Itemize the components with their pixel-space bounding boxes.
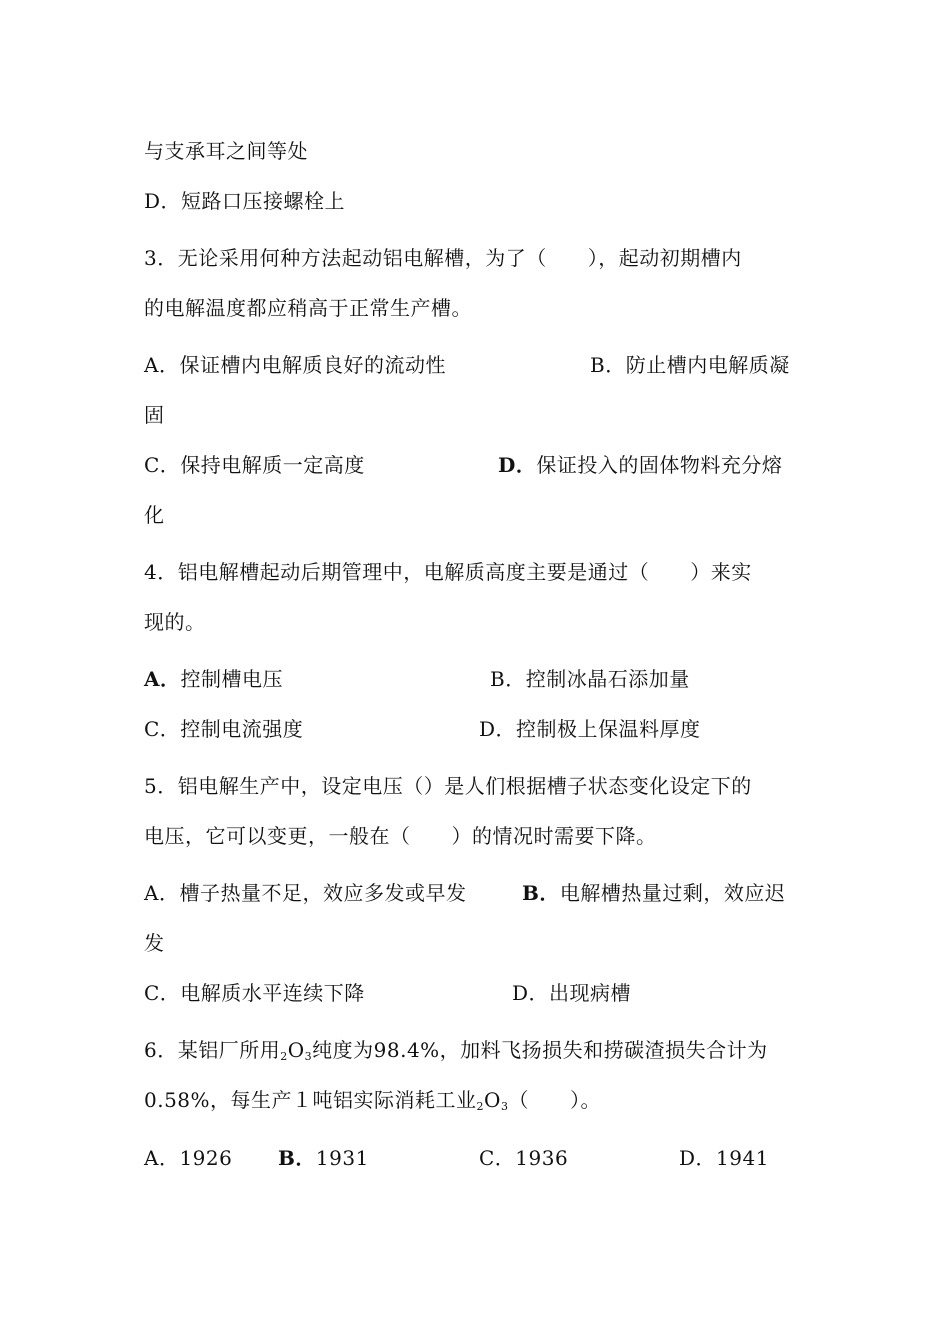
option-b-label: B． xyxy=(278,1146,316,1170)
question-3-cont: 的电解温度都应稍高于正常生产槽。 xyxy=(144,296,472,320)
option-c: C．控制电流强度 xyxy=(144,717,304,741)
option-d-cont: 化 xyxy=(144,503,165,527)
option-c: C．保持电解质一定高度 xyxy=(144,453,365,477)
option-d-text: 保证投入的固体物料充分熔 xyxy=(536,453,783,477)
option-b xyxy=(522,880,785,906)
option-b-text: 电解槽热量过剩，效应迟 xyxy=(559,881,786,905)
option-c: C．电解质水平连续下降 xyxy=(144,981,365,1005)
option-d: D．1941 xyxy=(679,1146,769,1170)
option-d xyxy=(498,452,782,478)
option-a-text: 控制槽电压 xyxy=(180,667,284,691)
option-b xyxy=(278,1145,369,1171)
option-b-label: B． xyxy=(522,881,560,905)
question-3: 3．无论采用何种方法起动铝电解槽，为了（ ），起动初期槽内 xyxy=(144,246,742,270)
option-b: B．防止槽内电解质凝 xyxy=(590,353,790,377)
option-c: C．1936 xyxy=(479,1146,569,1170)
option-d: D．出现病槽 xyxy=(512,981,632,1005)
option-b-cont: 发 xyxy=(144,931,165,955)
question-5-cont: 电压，它可以变更，一般在（ ）的情况时需要下降。 xyxy=(144,824,657,848)
question-5: 5．铝电解生产中，设定电压（）是人们根据槽子状态变化设定下的 xyxy=(144,774,752,798)
option-d: D．控制极上保温料厚度 xyxy=(479,717,701,741)
question-6-cont: 0.58%，每生产１吨铝实际消耗工业$_2O_3$（ ）。 xyxy=(144,1088,601,1113)
option-d: D．短路口压接螺栓上 xyxy=(144,189,346,213)
option-a-label: A． xyxy=(144,667,181,691)
option-a xyxy=(144,666,283,692)
question-4: 4．铝电解槽起动后期管理中，电解质高度主要是通过（ ）来实 xyxy=(144,560,752,584)
option-a: A．保证槽内电解质良好的流动性 xyxy=(144,353,446,377)
option-a: A．槽子热量不足，效应多发或早发 xyxy=(144,881,467,905)
option-b-text: 1931 xyxy=(315,1146,369,1170)
question-6: 6．某铝厂所用$_2O_3$纯度为98.4%，加料飞扬损失和捞碳渣损失合计为 xyxy=(144,1038,768,1063)
option-d-label: D． xyxy=(498,453,537,477)
option-a: A．1926 xyxy=(144,1146,233,1170)
option-b: B．控制冰晶石添加量 xyxy=(490,667,690,691)
option-b-cont: 固 xyxy=(144,403,165,427)
question-4-cont: 现的。 xyxy=(144,610,206,634)
text-line: 与支承耳之间等处 xyxy=(144,139,308,163)
